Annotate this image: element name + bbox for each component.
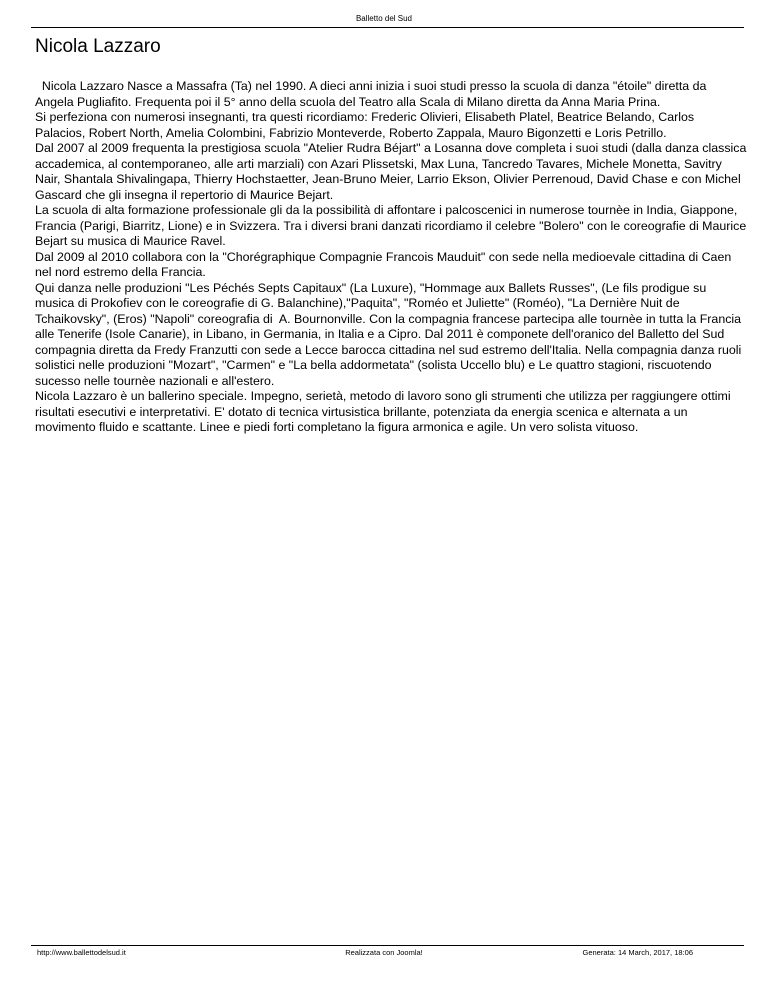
footer-url: http://www.ballettodelsud.it [37,948,126,957]
article-body [35,79,750,436]
article-paragraph: Dal 2009 al 2010 collabora con la "Chorégraphique Compagnie Francois Mauduit" con sede nella medioevale cittadina di Caen nel nord estremo della Francia. [35,249,735,279]
article-paragraph: Si perfeziona con numerosi insegnanti, tra questi ricordiamo: Frederic Olivieri, Elisabeth Platel, Beatrice Belando, Carlos Palacios, Robert North, Amelia Colombini, Fabrizio Monteverde, Roberto Zappala, Mauro Bigonzetti e Loris Petrillo. [35,110,698,140]
article-paragraph: Nicola Lazzaro Nasce a Massafra (Ta) nel 1990. A dieci anni inizia i suoi studi presso la scuola di danza "étoile" diretta da Angela Pugliafito. Frequenta poi il 5° anno della scuola del Teatro alla Scala di Milano diretta da Anna Maria Prina. [35,79,710,109]
article-title: Nicola Lazzaro [35,36,161,57]
article-paragraph: Dal 2007 al 2009 frequenta la prestigiosa scuola "Atelier Rudra Béjart" a Losanna dove completa i suoi studi (dalla danza classica accademica, al contemporaneo, alle arti marziali) con Azari Plissetski, Max Luna, Tancredo Tavares, Michele Monetta, Savitry Nair, Shantala Shivalingapa, Thierry Hochstaetter, Jean-Bruno Meier, Larrio Ekson, Olivier Perrenoud, David Chase e con Michel Gascard che gli insegna il repertorio di Maurice Bejart. [35,141,750,202]
footer-divider [31,945,744,946]
article-paragraph: Qui danza nelle produzioni "Les Péchés Septs Capitaux" (La Luxure), "Hommage aux Ballets Russes", (Le fils prodigue su musica di Prokofiev con le coreografie di G. Balanchine),"Paquita", "Roméo et Juliette" (Roméo), "La Dernière Nuit de Tchaikovsky", (Eros) "Napoli" coreografia di A. Bournonville. Con la compagnia francese partecipa alle tournèe in tutta la Francia alle Tenerife (Isole Canarie), in Libano, in Germania, in Italia e a Cipro. Dal 2011 è componete dell'oranico del Balletto del Sud compagnia diretta da Fredy Franzutti con sede a Lecce barocca cittadina nel sud estremo dell'Italia. Nella compagnia danza ruoli solistici nelle produzioni "Mozart", "Carmen" e "La bella addormetata" (solista Uccello blu) e Le quattro stagioni, riscuotendo sucesso nelle tournèe nazionali e all'estero. [35,280,745,388]
footer-credit: Realizzata con Joomla! [345,948,423,957]
article-paragraph: Nicola Lazzaro è un ballerino speciale. Impegno, serietà, metodo di lavoro sono gli strumenti che utilizza per raggiungere ottimi risultati esecutivi e interpretativi. E' dotato di tecnica virtusistica brillante, potenziata da energia scenica e alternata a un movimento fluido e scattante. Linee e piedi forti completano la figura armonica e agile. Un vero solista vituoso. [35,389,735,434]
footer-generated-date: Generata: 14 March, 2017, 18:06 [582,948,693,957]
site-name-header: Balletto del Sud [355,14,413,23]
header-divider [31,27,744,28]
article-paragraph: La scuola di alta formazione professionale gli da la possibilità di affontare i palcoscenici in numerose tournèe in India, Giappone, Francia (Parigi, Biarritz, Lione) e in Svizzera. Tra i diversi brani danzati ricordiamo il celebre "Bolero" con le coreografie di Maurice Bejart su musica di Maurice Ravel. [35,203,750,248]
